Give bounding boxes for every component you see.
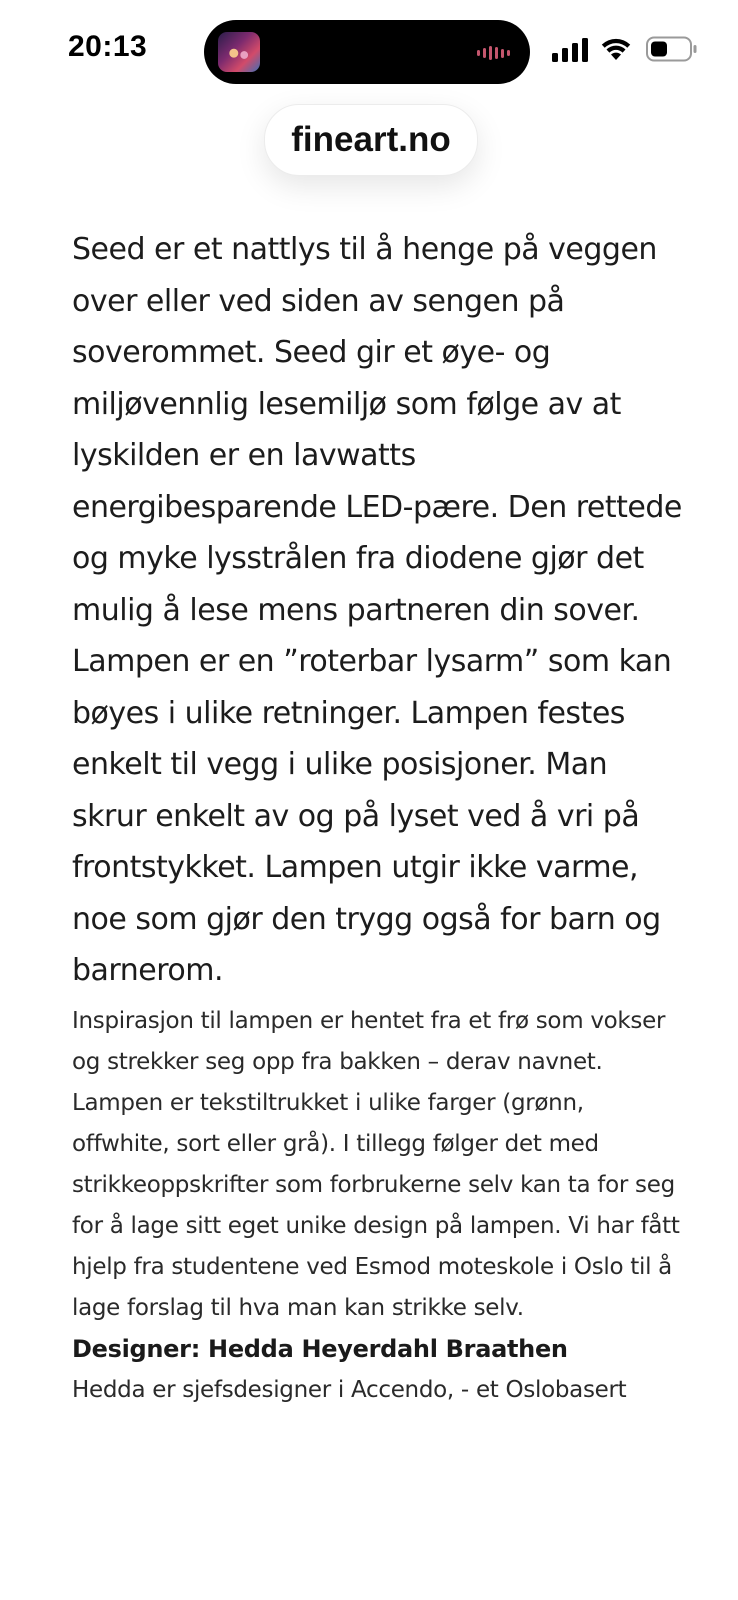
now-playing-artwork[interactable] (218, 32, 260, 72)
article-content (72, 224, 682, 1411)
article-lead: Seed er et nattlys til å henge på veggen over eller ved siden av sengen på soverommet. Seed gir et øye- og miljøvennlig lesemiljø som følge av at lyskilden er en lavwatts energibesparende LED-pære. Den rettede og myke lysstrålen fra diodene gjør det mulig å lese mens partneren din sover. Lampen er en ”roterbar lysarm” som kan bøyes i ulike retninger. Lampen festes enkelt til vegg i ulike posisjoner. Man skrur enkelt av og på lyset ved å vri på frontstykket. Lampen utgir ikke varme, noe som gjør den trygg også for barn og barnerom. (72, 232, 682, 988)
address-bar[interactable]: fineart.no (264, 104, 478, 176)
article-paragraph: Inspirasjon til lampen er hentet fra et frø som vokser og strekker seg opp fra bakken – derav navnet. Lampen er tekstiltrukket i ulike farger (grønn, offwhite, sort eller grå). I tillegg følger det med strikkeoppskrifter som forbrukerne selv kan ta for seg for å lage sitt eget unike design på lampen. Vi har fått hjelp fra studentene ved Esmod moteskole i Oslo til å lage forslag til hva man kan strikke selv. (72, 1007, 680, 1321)
cellular-signal-icon (552, 38, 590, 62)
dynamic-island[interactable] (204, 20, 530, 84)
status-bar (0, 0, 738, 96)
wifi-icon (600, 36, 632, 62)
status-time: 20:13 (68, 30, 148, 63)
designer-text: Hedda er sjefsdesigner i Accendo, - et Oslobasert (72, 1376, 627, 1403)
audio-waveform-icon (477, 46, 510, 60)
battery-icon (646, 36, 698, 62)
designer-heading: Designer: Hedda Heyerdahl Braathen (72, 1334, 568, 1363)
